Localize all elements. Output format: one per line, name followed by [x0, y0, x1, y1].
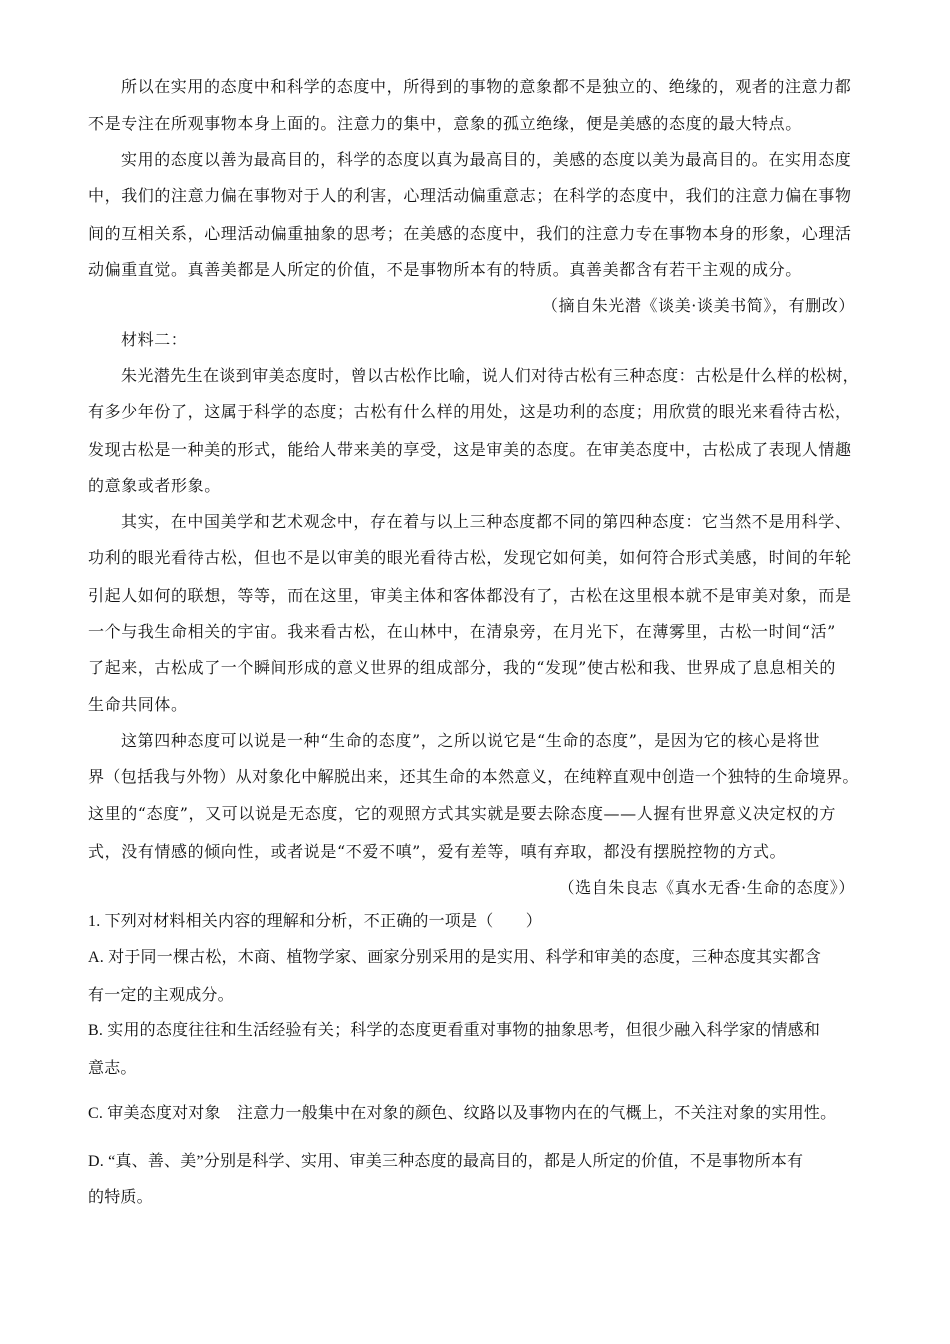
material1-p2-line2: 中，我们的注意力偏在事物对于人的利害，心理活动偏重意志；在科学的态度中，我们的注意力偏在事物 [88, 186, 852, 205]
material1-p2-line3: 间的互相关系，心理活动偏重抽象的思考；在美感的态度中，我们的注意力专在事物本身的形象，心理活 [88, 224, 852, 243]
material2-p2-line5: 了起来，古松成了一个瞬间形成的意义世界的组成部分，我的“发现”使古松和我、世界成了息息相关的 [88, 658, 836, 677]
material2-p1-line2: 有多少年份了，这属于科学的态度；古松有什么样的用处，这是功利的态度；用欣赏的眼光来看待古松， [88, 402, 852, 421]
material1-p1-line2: 不是专注在所观事物本身上面的。注意力的集中，意象的孤立绝缘，便是美感的态度的最大特点。 [88, 114, 802, 133]
option-c-line1: C. 审美态度对对象 注意力一般集中在对象的颜色、纹路以及事物内在的气概上，不关注对象的实用性。 [88, 1105, 837, 1122]
material2-p1-line3: 发现古松是一种美的形式，能给人带来美的享受，这是审美的态度。在审美态度中，古松成了表现人情趣 [88, 440, 852, 459]
material1-p2-line4: 动偏重直觉。真善美都是人所定的价值，不是事物所本有的特质。真善美都含有若干主观的成分。 [88, 260, 802, 279]
material1-source: （摘自朱光潜《谈美·谈美书简》，有删改） [541, 296, 855, 315]
option-b-line2: 意志。 [88, 1060, 137, 1077]
material2-p3-line2: 界（包括我与外物）从对象化中解脱出来，还其生命的本然意义，在纯粹直观中创造一个独特的生命境界。 [88, 767, 859, 786]
question-stem: 1. 下列对材料相关内容的理解和分析，不正确的一项是（ ） [88, 913, 543, 930]
material2-p2-line2: 功利的眼光看待古松，但也不是以审美的眼光看待古松，发现它如何美，如何符合形式美感，时间的年轮 [88, 548, 852, 567]
option-a-line1: A. 对于同一棵古松，木商、植物学家、画家分别采用的是实用、科学和审美的态度，三种态度其实都含 [88, 949, 821, 966]
option-a-line2: 有一定的主观成分。 [88, 987, 234, 1004]
material2-p1-line1: 朱光潜先生在谈到审美态度时，曾以古松作比喻，说人们对待古松有三种态度：古松是什么样的松树， [121, 366, 860, 385]
material2-p1-line4: 的意象或者形象。 [88, 476, 221, 495]
material1-p2-line1: 实用的态度以善为最高目的，科学的态度以真为最高目的，美感的态度以美为最高目的。在实用态度 [121, 150, 852, 169]
option-d-line1: D. “真、善、美”分别是科学、实用、审美三种态度的最高目的，都是人所定的价值，不是事物所本有 [88, 1153, 804, 1170]
material2-p3-line4: 式，没有情感的倾向性，或者说是“不爱不嗔”，爱有差等，嗔有弃取，都没有摆脱控物的方式。 [88, 842, 787, 861]
option-b-line1: B. 实用的态度往往和生活经验有关；科学的态度更看重对事物的抽象思考，但很少融入科学家的情感和 [88, 1022, 821, 1039]
material2-p3-line3: 这里的“态度”，又可以说是无态度，它的观照方式其实就是要去除态度——人握有世界意义决定权的方 [88, 804, 836, 823]
material2-p2-line3: 引起人如何的联想，等等，而在这里，审美主体和客体都没有了，古松在这里根本就不是审美对象，而是 [88, 586, 852, 605]
material2-p3-line1: 这第四种态度可以说是一种“生命的态度”，之所以说它是“生命的态度”，是因为它的核心是将世 [121, 731, 821, 750]
material2-p2-line1: 其实，在中国美学和艺术观念中，存在着与以上三种态度都不同的第四种态度：它当然不是用科学、 [121, 512, 852, 531]
material1-p1-line1: 所以在实用的态度中和科学的态度中，所得到的事物的意象都不是独立的、绝缘的，观者的注意力都 [121, 77, 852, 96]
material2-p2-line4: 一个与我生命相关的宇宙。我来看古松，在山林中，在清泉旁，在月光下，在薄雾里，古松一时间“活” [88, 622, 836, 641]
material2-p2-line6: 生命共同体。 [88, 695, 188, 714]
material2-heading: 材料二： [121, 330, 188, 349]
material2-source: （选自朱良志《真水无香·生命的态度》） [558, 878, 855, 897]
option-d-line2: 的特质。 [88, 1189, 153, 1206]
